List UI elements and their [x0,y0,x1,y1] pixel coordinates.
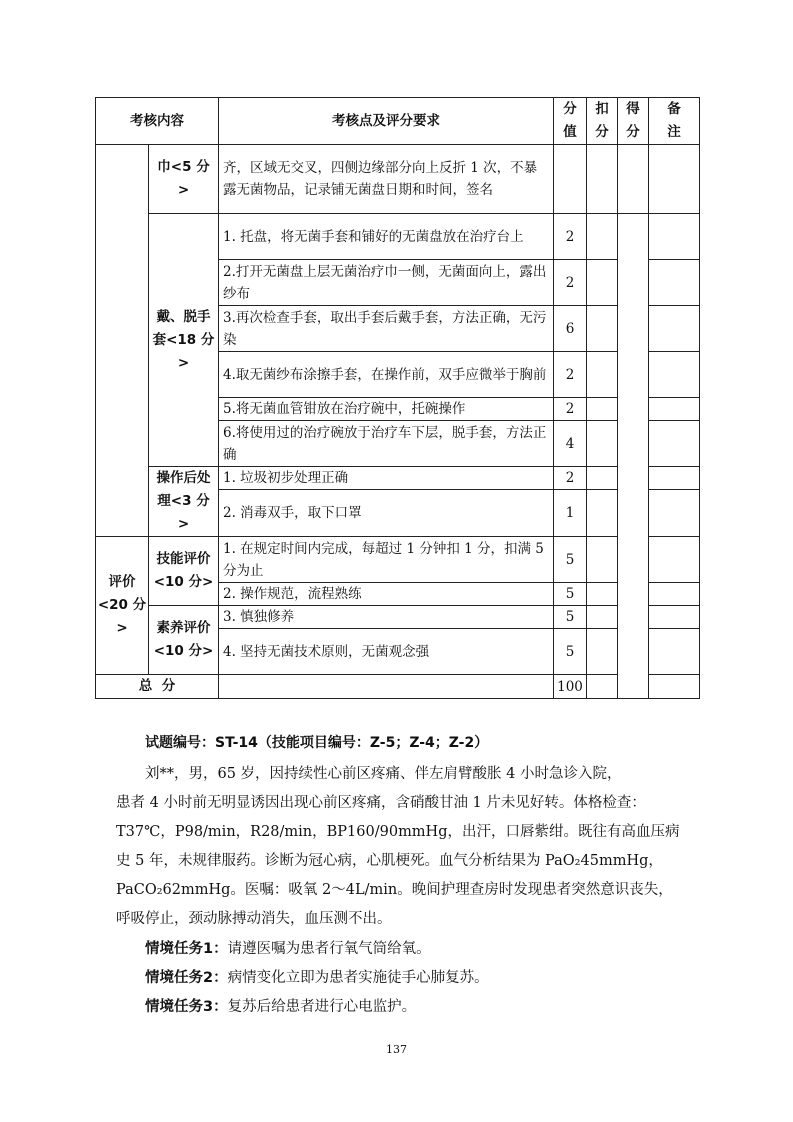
table-row [96,467,700,490]
task-text: 请遵医嘱为患者行氧气筒给氧。 [227,941,431,957]
note-cell [649,398,700,421]
task-text: 病情变化立即为患者实施徒手心肺复苏。 [227,970,489,986]
criteria-text: 1. 托盘，将无菌手套和铺好的无菌盘放在治疗台上 [219,214,554,260]
deduct-cell [587,675,618,699]
group-label: 技能评价<10 分> [149,537,219,606]
question-title-value: ST-14（技能项目编号：Z-5；Z-4；Z-2） [215,735,489,751]
deduct-cell [587,214,618,260]
note-cell [649,145,700,214]
criteria-text: 1. 在规定时间内完成，每超过 1 分钟扣 1 分，扣满 5 分为止 [219,537,554,583]
deduct-cell [587,467,618,490]
group-label: 素养评价<10 分> [149,606,219,675]
deduct-cell [587,583,618,606]
score-cell [618,214,649,699]
note-cell [649,306,700,352]
scoring-table [95,97,700,699]
question-title-label: 试题编号： [145,735,215,751]
total-row [96,675,700,699]
total-label: 总 分 [96,675,219,699]
criteria-text: 3. 慎独修养 [219,606,554,629]
task-label: 情境任务3： [145,999,228,1015]
note-cell [649,537,700,583]
header-score: 得分 [618,98,649,145]
deduct-cell [587,421,618,467]
deduct-cell [587,537,618,583]
case-line: 呼吸停止，颈动脉搏动消失，血压测不出。 [116,911,392,927]
case-line: 史 5 年，未规律服药。诊断为冠心病，心肌梗死。血气分析结果为 PaO₂45mmHg， [116,853,663,869]
task-3 [145,995,416,1016]
deduct-cell [587,352,618,398]
score-cell [618,145,649,214]
criteria-text: 2. 消毒双手，取下口罩 [219,490,554,537]
value-cell: 2 [554,352,587,398]
score-cell [649,675,700,699]
criteria-text: 4. 坚持无菌技术原则，无菌观念强 [219,629,554,675]
criteria-text: 5.将无菌血管钳放在治疗碗中，托碗操作 [219,398,554,421]
note-cell [649,606,700,629]
criteria-text: 2. 操作规范，流程熟练 [219,583,554,606]
deduct-cell [587,606,618,629]
task-text: 复苏后给患者进行心电监护。 [227,999,417,1015]
note-cell [649,260,700,306]
note-cell [649,583,700,606]
task-label: 情境任务2： [145,970,228,986]
value-cell: 5 [554,629,587,675]
value-cell: 6 [554,306,587,352]
group-label: 巾<5 分> [149,145,219,214]
deduct-cell [587,260,618,306]
deduct-cell [587,490,618,537]
value-cell: 5 [554,583,587,606]
value-cell: 2 [554,260,587,306]
criteria-text: 6.将使用过的治疗碗放于治疗车下层，脱手套，方法正确 [219,421,554,467]
group-label: 操作后处理<3 分> [149,467,219,537]
task-label: 情境任务1： [145,941,228,957]
case-line: PaCO₂62mmHg。医嘱：吸氧 2～4L/min。晚间护理查房时发现患者突然意识丧失， [116,882,673,898]
criteria-text: 4.取无菌纱布涂擦手套，在操作前，双手应微举于胸前 [219,352,554,398]
value-cell [554,145,587,214]
value-cell: 2 [554,214,587,260]
table-row [96,537,700,583]
value-cell: 4 [554,421,587,467]
criteria-text: 1. 垃圾初步处理正确 [219,467,554,490]
table-row [96,606,700,629]
total-empty [219,675,554,699]
deduct-cell [587,629,618,675]
table-header-row [96,98,700,145]
header-note: 备注 [649,98,700,145]
group-label: 戴、脱手套<18 分> [149,214,219,467]
table-row [96,214,700,260]
note-cell [649,490,700,537]
page-number: 137 [386,1043,407,1056]
value-cell: 1 [554,490,587,537]
header-content: 考核内容 [96,98,219,145]
case-line: 刘**，男，65 岁，因持续性心前区疼痛、伴左肩臂酸胀 4 小时急诊入院， [145,766,622,782]
criteria-text: 齐，区域无交叉，四侧边缘部分向上反折 1 次，不暴露无菌物品，记录铺无菌盘日期和时间，签名 [219,145,554,214]
deduct-cell [587,398,618,421]
note-cell [649,467,700,490]
header-deduct: 扣分 [587,98,618,145]
note-cell [649,629,700,675]
note-cell [649,421,700,467]
case-line: 患者 4 小时前无明显诱因出现心前区疼痛，含硝酸甘油 1 片未见好转。体格检查： [116,795,646,811]
value-cell: 5 [554,606,587,629]
total-value: 100 [554,675,587,699]
criteria-text: 2.打开无菌盘上层无菌治疗巾一侧，无菌面向上，露出纱布 [219,260,554,306]
table-row [96,145,700,214]
value-cell: 5 [554,537,587,583]
question-title [145,732,488,752]
value-cell: 2 [554,467,587,490]
group-label: 评价<20 分> [96,537,149,675]
task-1 [145,937,431,958]
deduct-cell [587,306,618,352]
task-2 [145,966,489,987]
header-value: 分值 [554,98,587,145]
group-cell-empty [96,145,149,537]
header-points: 考核点及评分要求 [219,98,554,145]
case-line: T37℃，P98/min，R28/min，BP160/90mmHg，出汗，口唇紫绀。既往有高血压病 [116,824,680,840]
value-cell: 2 [554,398,587,421]
note-cell [649,352,700,398]
note-cell [649,214,700,260]
deduct-cell [587,145,618,214]
criteria-text: 3.再次检查手套，取出手套后戴手套，方法正确，无污染 [219,306,554,352]
